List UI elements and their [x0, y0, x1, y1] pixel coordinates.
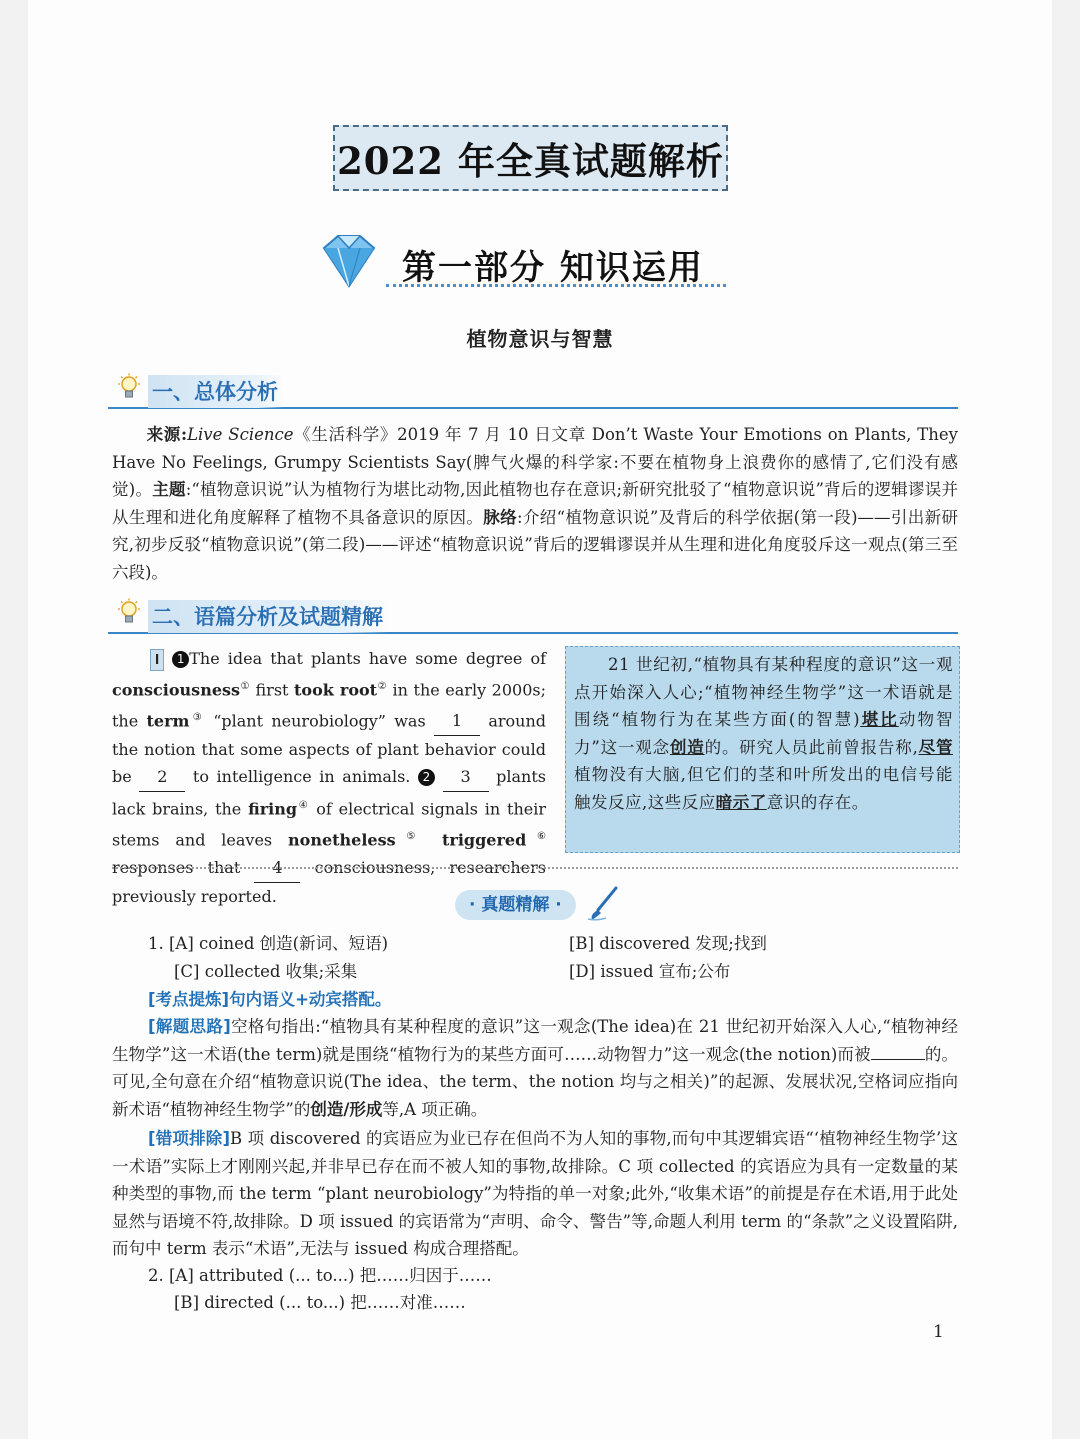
heading-text: 一、总体分析 — [148, 375, 284, 408]
q1-kaodian: [考点提炼]句内语义+动宾搭配。 — [148, 990, 392, 1009]
analysis-badge: · 真题精解 · — [455, 890, 576, 920]
q1-option-b: [B] discovered 发现;找到 — [569, 934, 767, 953]
answer-blank — [871, 1059, 925, 1060]
lightbulb-icon — [116, 373, 142, 403]
blank-1: 1 — [434, 707, 480, 736]
section-title: 第一部分 知识运用 — [402, 248, 704, 288]
q1-cuoxiang: [错项排除]B 项 discovered 的宾语应为业已存在但尚不为人知的事物,而句中其逻辑宾语“‘植物神经生物学’这一术语”实际上才刚刚兴起,并非早已存在而不被人知的事物,故排除。C 项 collected 的宾语应为具有一定数量的某种类型的事物,而 the term “plant neurobiology”为特指的单一对象;此外,“收集术语”的前提是存在术语,用于此处显然与语境不符,故排除。D 项 issued 的宾语常为“声明、命令、警告”等,命题人利用 term 的“条款”之义设置陷阱,而句中 term 表示“术语”,无法与 issued 构成合理搭配。 — [112, 1129, 958, 1259]
article-subtitle: 植物意识与智慧 — [466, 327, 614, 351]
heading-overall-analysis — [108, 373, 958, 409]
translation-box: 21 世纪初,“植物具有某种程度的意识”这一观点开始深入人心;“植物神经生物学”这一术语就是围绕“植物行为在某些方面(的智慧)堪比动物智力”这一观念创造的。研究人员此前曾报告称,尽管植物没有大脑,但它们的茎和叶所发出的电信号能触发反应,这些反应暗示了意识的存在。 — [565, 646, 960, 853]
q1-jieti: [解题思路]空格句指出:“植物具有某种程度的意识”这一观念(The idea)在 21 世纪初开始深入人心,“植物神经生物学”这一术语(the term)就是围绕“植物行为的某些方面可……动物智力”这一观念(the notion)而被 的。可见,全句意在介绍“植物意识说(The idea、the term、the notion 均与之相关)”的起源、发展状况,空格词应指向新术语“植物神经生物学”的创造/形成等,A 项正确。 — [112, 1017, 959, 1119]
blank-4: 4 — [254, 854, 300, 883]
q1-option-c: [C] collected 收集;采集 — [174, 962, 358, 981]
blank-3: 3 — [443, 763, 489, 792]
main-title: 2022 年全真试题解析 — [333, 125, 728, 191]
blank-2: 2 — [139, 763, 185, 792]
heading-discourse-analysis — [108, 598, 958, 634]
overall-analysis-paragraph: 来源:Live Science《生活科学》2019 年 7 月 10 日文章 Don’t Waste Your Emotions on Plants, They Have No Feelings, Grumpy Scientists Say(脾气火爆的科学家:不要在植物身上浪费你的感情了,它们没有感觉)。主题:“植物意识说”认为植物行为堪比动物,因此植物也存在意识;新研究批驳了“植物意识说”背后的逻辑谬误并从生理和进化角度解释了植物不具备意识的原因。脉络:介绍“植物意识说”及背后的科学依据(第一段)——引出新研究,初步反驳“植物意识说”(第二段)——评述“植物意识说”背后的逻辑谬误并从生理和进化角度驳斥这一观点(第三至六段)。 — [112, 425, 959, 582]
lightbulb-icon — [116, 598, 142, 628]
heading-text: 二、语篇分析及试题精解 — [148, 600, 389, 633]
brush-icon — [586, 886, 620, 922]
q1-option-a: 1. [A] coined 创造(新词、短语) — [148, 934, 389, 953]
english-passage: I 1 The idea that plants have some degree of consciousness① first took root② in the early 2000s; the term③ “plant neurobiology” was 1 around the notion that some aspects of plant behavior could be 2 to intelligence in animals. 2 3 plants lack brains, the firing④ of electrical signals in their stems and leaves nonetheless⑤ triggered⑥ responses that 4 consciousness, researchers previously reported. — [112, 649, 547, 906]
page-number: 1 — [933, 1322, 944, 1342]
divider — [112, 867, 958, 869]
q2-option-a: 2. [A] attributed (... to...) 把……归因于…… — [148, 1266, 492, 1285]
q1-option-d: [D] issued 宣布;公布 — [569, 962, 731, 981]
diamond-icon — [316, 232, 380, 290]
q2-option-b: [B] directed (... to...) 把……对准…… — [174, 1293, 466, 1312]
paragraph-marker: I — [150, 649, 164, 671]
section-title-underline — [386, 284, 726, 287]
sentence-number: 1 — [172, 651, 189, 668]
document-page — [28, 0, 1052, 1439]
sentence-number: 2 — [418, 769, 435, 786]
